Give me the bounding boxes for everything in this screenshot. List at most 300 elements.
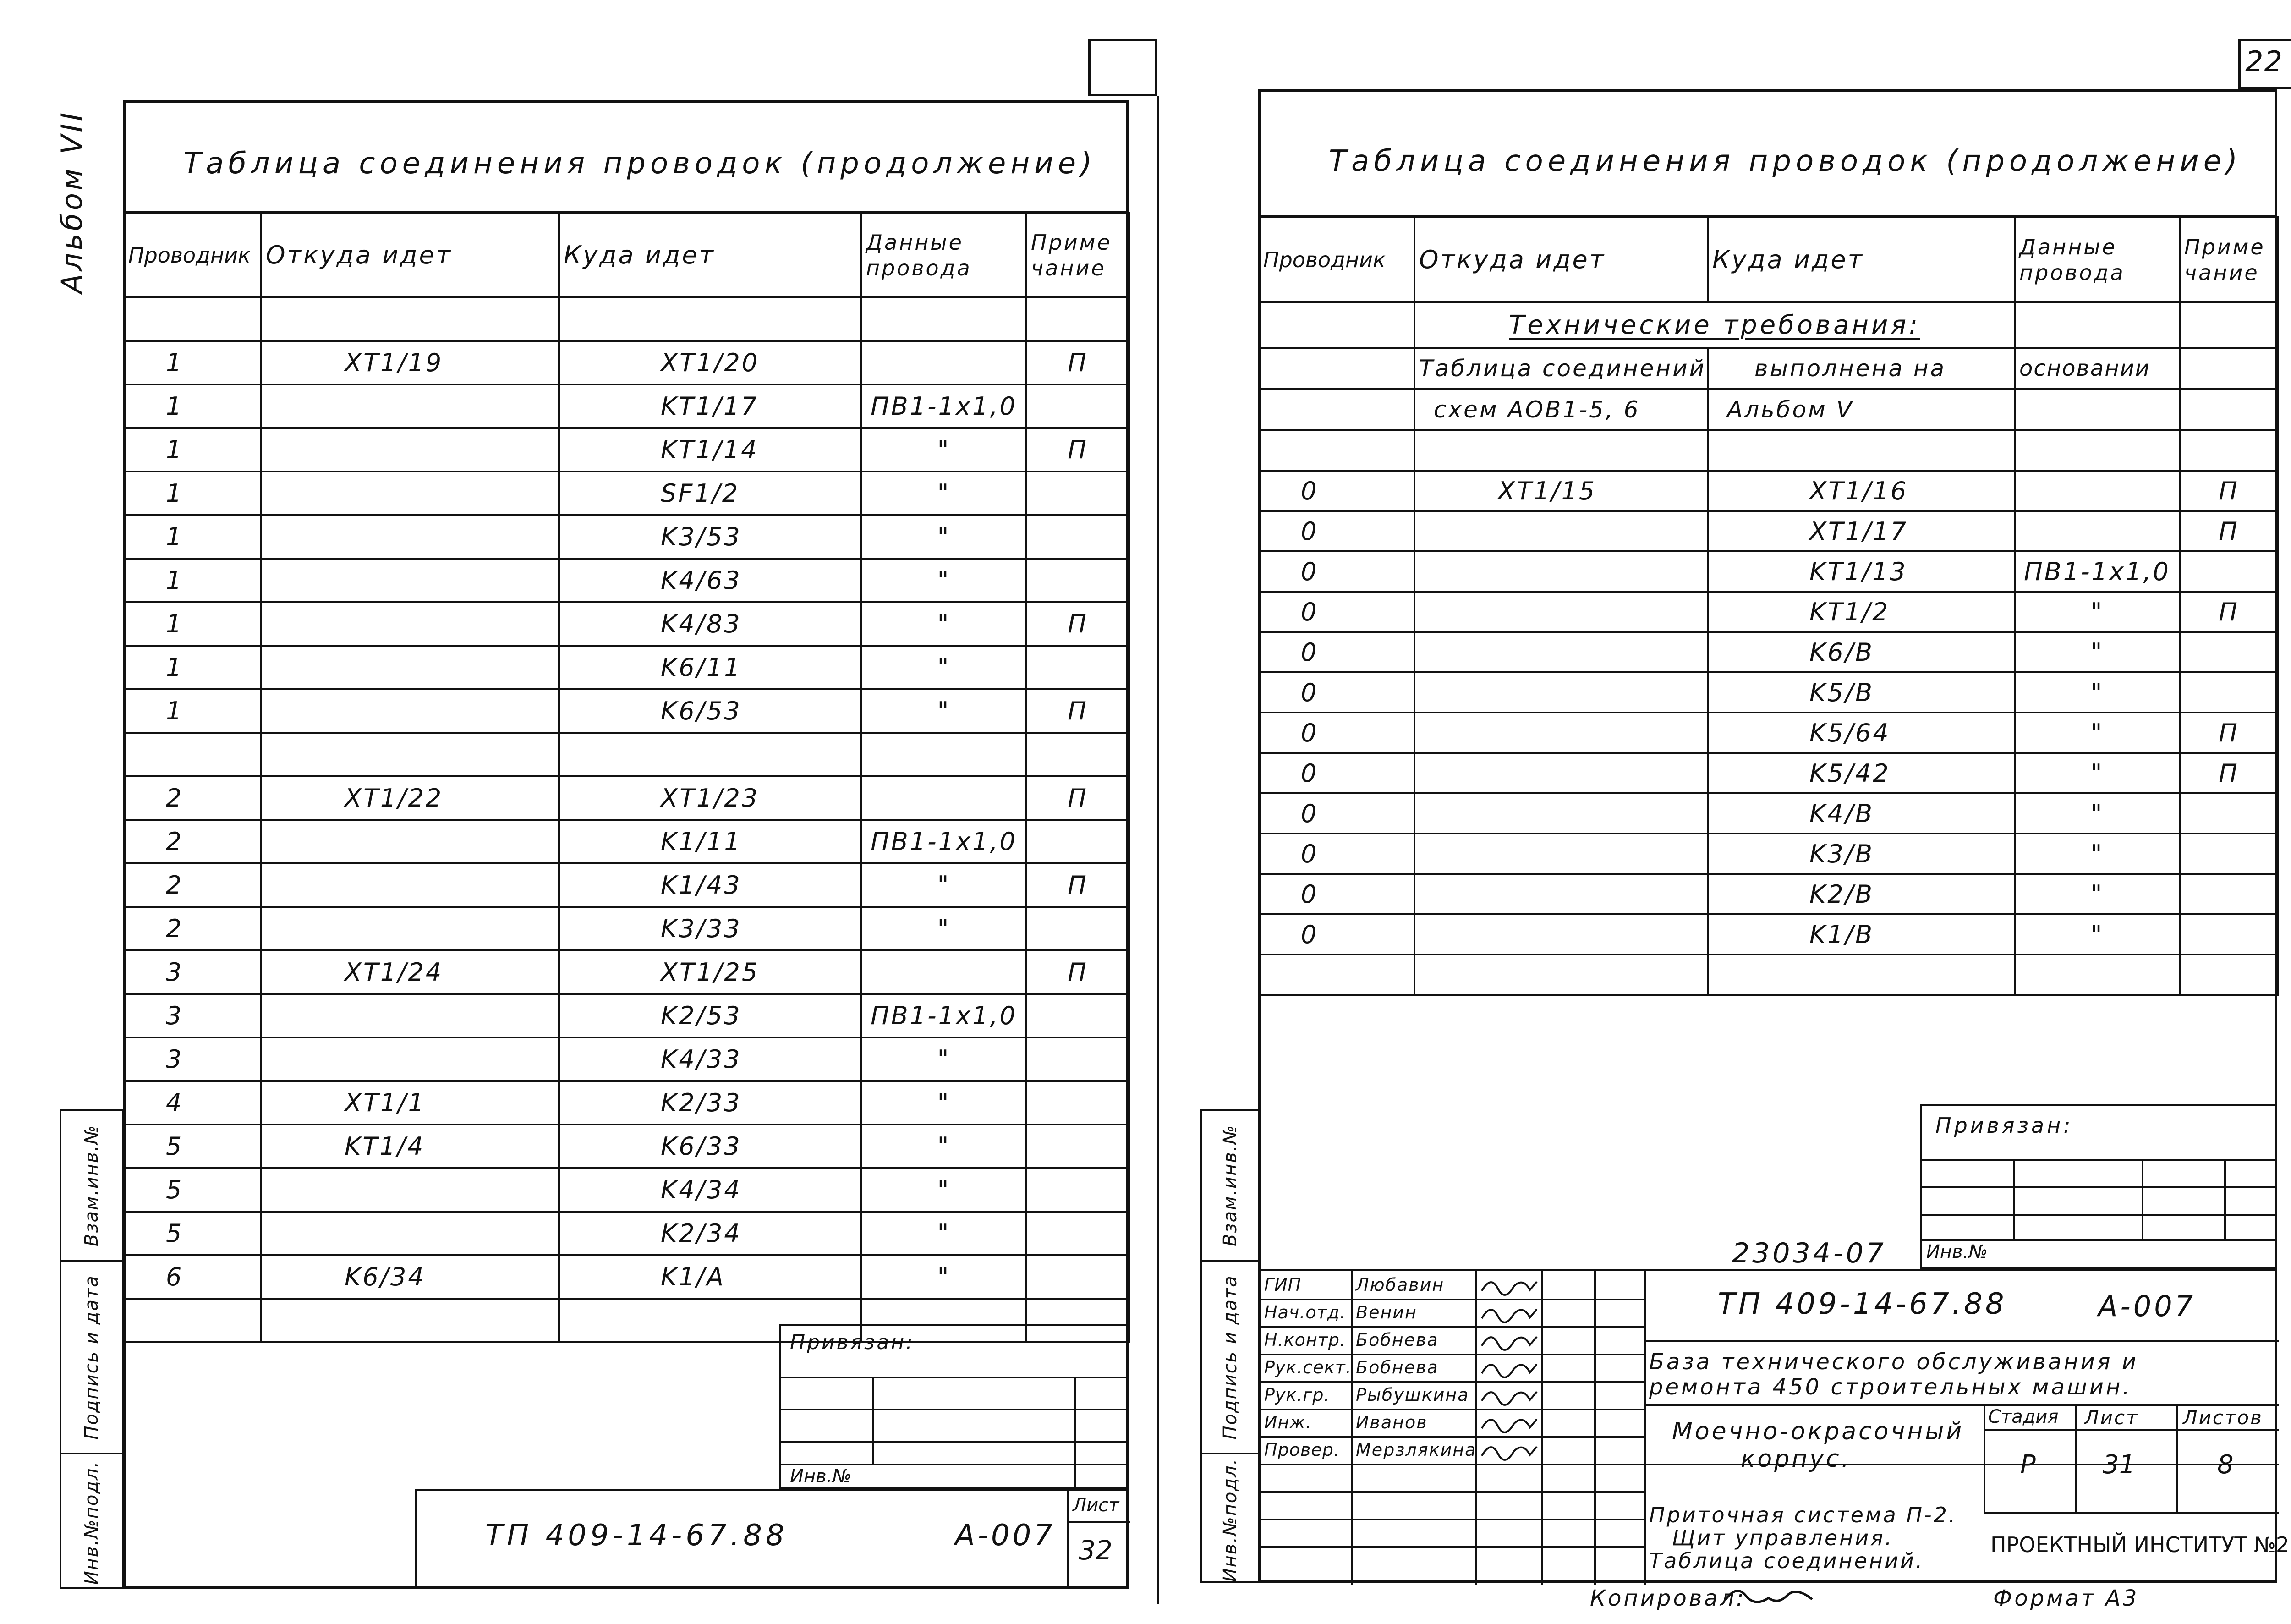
table-cell: 1 <box>124 428 261 472</box>
table-cell: " <box>861 1255 1026 1299</box>
sheet-label: Лист <box>2084 1406 2139 1429</box>
table-cell: K1/B <box>1708 914 2015 955</box>
table-cell: 1 <box>124 384 261 428</box>
right-header-conductor: Проводник <box>1259 217 1414 302</box>
role-label: Рук.сект. <box>1264 1357 1352 1377</box>
table-row <box>1259 955 2278 995</box>
table-row <box>124 1168 1129 1212</box>
table-row <box>1259 471 2278 511</box>
table-cell <box>861 733 1026 776</box>
table-cell: XT1/22 <box>261 776 559 820</box>
table-cell: " <box>2015 834 2180 874</box>
table-cell: ПВ1-1x1,0 <box>861 820 1026 863</box>
table-cell: " <box>861 1081 1026 1125</box>
signature-icon <box>1480 1328 1539 1353</box>
table-cell: П <box>1026 950 1129 994</box>
signature-icon <box>1480 1437 1539 1463</box>
table-cell: XT1/17 <box>1708 511 2015 551</box>
table-cell: 0 <box>1259 874 1414 914</box>
right-side-cell-replace <box>1202 1111 1258 1262</box>
building-line2: корпус. <box>1741 1445 1852 1473</box>
table-cell: K1/43 <box>559 863 861 907</box>
left-header-conductor: Проводник <box>124 213 261 297</box>
table-cell <box>124 1299 261 1342</box>
table-cell <box>559 297 861 341</box>
table-cell <box>1414 874 1708 914</box>
table-cell <box>559 733 861 776</box>
table-cell: KT1/17 <box>559 384 861 428</box>
table-cell: 1 <box>124 689 261 733</box>
table-cell <box>2180 834 2278 874</box>
table-cell <box>1026 384 1129 428</box>
table-cell <box>1414 592 1708 632</box>
table-cell: 1 <box>124 515 261 559</box>
table-cell <box>261 863 559 907</box>
institute-name: ПРОЕКТНЫЙ ИНСТИТУТ №2 <box>1990 1532 2290 1557</box>
table-cell: " <box>861 1212 1026 1255</box>
table-row <box>1259 713 2278 753</box>
table-row <box>124 341 1129 384</box>
table-cell <box>261 907 559 950</box>
table-cell: " <box>861 428 1026 472</box>
table-cell: 0 <box>1259 632 1414 672</box>
table-cell: SF1/2 <box>559 472 861 515</box>
left-inv-label: Инв.№ <box>790 1466 851 1487</box>
table-row <box>124 1212 1129 1255</box>
table-cell: XT1/23 <box>559 776 861 820</box>
right-side-cell-inv <box>1202 1454 1258 1585</box>
table-cell <box>1414 632 1708 672</box>
table-cell: " <box>861 907 1026 950</box>
tech-text-line2-a: схем АОВ1-5, 6 <box>1414 389 1708 430</box>
role-label: ГИП <box>1264 1275 1302 1295</box>
left-side-label-sign: Подпись и дата <box>81 1275 102 1440</box>
table-cell <box>1414 793 1708 834</box>
table-cell <box>2180 955 2278 995</box>
table-cell: K2/53 <box>559 994 861 1037</box>
table-row <box>124 428 1129 472</box>
table-row <box>124 1037 1129 1081</box>
table-cell <box>1026 1125 1129 1168</box>
table-cell: " <box>861 515 1026 559</box>
table-cell: " <box>861 863 1026 907</box>
left-sheet-label: Лист <box>1073 1495 1119 1516</box>
role-name: Любавин <box>1356 1275 1445 1295</box>
fold-line <box>1157 96 1159 1604</box>
table-row <box>124 863 1129 907</box>
table-cell: 0 <box>1259 592 1414 632</box>
right-header-wire-data: Данные провода <box>2015 217 2180 302</box>
left-side-label-replace: Взам.инв.№ <box>81 1124 102 1247</box>
table-cell <box>1259 430 1414 471</box>
table-cell: П <box>1026 776 1129 820</box>
table-cell <box>261 602 559 646</box>
table-cell: П <box>2180 592 2278 632</box>
table-row <box>1259 914 2278 955</box>
table-cell: " <box>861 689 1026 733</box>
table-cell: " <box>2015 672 2180 713</box>
right-side-label-sign: Подпись и дата <box>1220 1275 1241 1440</box>
table-cell: П <box>1026 689 1129 733</box>
table-cell <box>1414 672 1708 713</box>
table-cell <box>261 559 559 602</box>
table-row <box>124 689 1129 733</box>
table-cell <box>2180 914 2278 955</box>
sheets-value: 8 <box>2217 1450 2234 1480</box>
signature-icon <box>1480 1355 1539 1380</box>
table-cell: XT1/15 <box>1414 471 1708 511</box>
table-cell: 5 <box>124 1125 261 1168</box>
table-cell <box>1026 1255 1129 1299</box>
signature-icon <box>1480 1410 1539 1435</box>
table-cell <box>261 472 559 515</box>
table-cell: 0 <box>1259 471 1414 511</box>
table-row <box>1259 632 2278 672</box>
table-cell: " <box>861 472 1026 515</box>
table-cell: " <box>861 1125 1026 1168</box>
table-cell <box>2180 874 2278 914</box>
table-cell: ПВ1-1x1,0 <box>2015 551 2180 592</box>
left-album-label: Альбом VII <box>55 110 88 293</box>
table-cell <box>261 1037 559 1081</box>
tech-requirements-heading: Технические требования: <box>1509 310 1920 340</box>
table-row <box>124 820 1129 863</box>
table-cell: " <box>2015 914 2180 955</box>
table-cell: 3 <box>124 1037 261 1081</box>
drawing-line3: Таблица соединений. <box>1649 1548 1924 1573</box>
left-header-to: Куда идет <box>559 213 861 297</box>
left-stamp-code: ТП 409-14-67.88 <box>485 1519 788 1553</box>
table-cell <box>1414 551 1708 592</box>
right-header-to: Куда идет <box>1708 217 2015 302</box>
drawing-line1: Приточная система П-2. <box>1649 1503 1957 1527</box>
table-row <box>1259 793 2278 834</box>
right-connection-table <box>1258 216 2279 996</box>
table-cell: K4/33 <box>559 1037 861 1081</box>
table-cell: XT1/25 <box>559 950 861 994</box>
left-stamp-suffix: А-007 <box>955 1519 1056 1553</box>
table-cell: 2 <box>124 863 261 907</box>
table-row <box>124 297 1129 341</box>
table-row <box>1259 672 2278 713</box>
stage-label: Стадия <box>1988 1406 2059 1427</box>
table-cell <box>261 1168 559 1212</box>
right-title-block <box>1258 1269 2290 1583</box>
table-cell: 1 <box>124 472 261 515</box>
table-cell: K2/B <box>1708 874 2015 914</box>
table-cell: 0 <box>1259 753 1414 793</box>
table-cell: " <box>2015 632 2180 672</box>
table-cell <box>261 994 559 1037</box>
table-cell <box>861 297 1026 341</box>
table-cell: XT1/19 <box>261 341 559 384</box>
table-cell: K5/B <box>1708 672 2015 713</box>
format-label: Формат А3 <box>1993 1586 2139 1611</box>
right-side-label-inv: Инв.№подл. <box>1220 1458 1241 1582</box>
table-cell: KT1/4 <box>261 1125 559 1168</box>
table-cell: K6/33 <box>559 1125 861 1168</box>
table-cell <box>1414 914 1708 955</box>
table-cell: П <box>1026 428 1129 472</box>
table-cell <box>1026 733 1129 776</box>
table-cell <box>261 428 559 472</box>
table-cell: 0 <box>1259 914 1414 955</box>
drawing-line2: Щит управления. <box>1672 1525 1894 1550</box>
table-cell: K4/34 <box>559 1168 861 1212</box>
table-cell <box>1026 1037 1129 1081</box>
stage-value: Р <box>2020 1450 2036 1480</box>
table-cell: 0 <box>1259 834 1414 874</box>
role-name: Рыбушкина <box>1356 1385 1469 1405</box>
table-cell <box>2180 551 2278 592</box>
table-cell: ПВ1-1x1,0 <box>861 994 1026 1037</box>
right-stamp-code: ТП 409-14-67.88 <box>1718 1287 2007 1321</box>
left-connection-table <box>123 212 1130 1343</box>
tech-text-line1-b: выполнена на <box>1708 348 2015 389</box>
table-row <box>124 515 1129 559</box>
right-stamp-suffix: А-007 <box>2098 1289 2196 1323</box>
table-cell <box>861 341 1026 384</box>
table-cell <box>261 297 559 341</box>
table-cell: K2/33 <box>559 1081 861 1125</box>
project-line1: База технического обслуживания и <box>1649 1349 2138 1375</box>
table-cell <box>2015 955 2180 995</box>
table-row <box>124 733 1129 776</box>
table-cell <box>261 733 559 776</box>
table-cell: XT1/16 <box>1708 471 2015 511</box>
table-cell <box>1026 472 1129 515</box>
table-cell: П <box>2180 471 2278 511</box>
table-cell <box>1414 955 1708 995</box>
left-side-cell-inv <box>61 1454 122 1591</box>
table-row <box>1259 753 2278 793</box>
table-cell <box>124 297 261 341</box>
table-cell: " <box>861 559 1026 602</box>
right-header-note: Приме чание <box>2180 217 2278 302</box>
table-cell: П <box>2180 753 2278 793</box>
copied-signature <box>1723 1582 1814 1620</box>
table-cell <box>2015 430 2180 471</box>
table-cell: K6/B <box>1708 632 2015 672</box>
table-cell <box>124 733 261 776</box>
table-cell: П <box>1026 602 1129 646</box>
table-cell: 3 <box>124 950 261 994</box>
table-cell: " <box>861 1168 1026 1212</box>
role-label: Нач.отд. <box>1264 1302 1346 1322</box>
page-number-tab <box>2238 39 2291 89</box>
table-cell <box>261 384 559 428</box>
table-cell: П <box>1026 341 1129 384</box>
table-row <box>1259 874 2278 914</box>
right-header-from: Откуда идет <box>1414 217 1708 302</box>
table-cell: " <box>2015 793 2180 834</box>
table-cell: 2 <box>124 820 261 863</box>
sheets-label: Листов <box>2183 1406 2263 1429</box>
table-cell <box>1414 713 1708 753</box>
table-row <box>1259 834 2278 874</box>
table-cell: 2 <box>124 776 261 820</box>
table-cell: K3/53 <box>559 515 861 559</box>
building-line1: Моечно-окрасочный <box>1672 1418 1964 1445</box>
role-label: Инж. <box>1264 1412 1312 1432</box>
table-cell <box>1026 1212 1129 1255</box>
left-top-tab <box>1088 39 1157 96</box>
table-cell: K4/83 <box>559 602 861 646</box>
table-row <box>124 950 1129 994</box>
signature-icon <box>1480 1383 1539 1408</box>
table-cell <box>2015 511 2180 551</box>
table-cell: XT1/24 <box>261 950 559 994</box>
table-row <box>124 1255 1129 1299</box>
copied-label: Копировал: <box>1590 1586 1746 1611</box>
table-cell <box>2180 430 2278 471</box>
tech-text-line2-b: Альбом V <box>1708 389 2015 430</box>
table-cell: 0 <box>1259 511 1414 551</box>
table-cell: 0 <box>1259 672 1414 713</box>
sheet-value: 31 <box>2103 1450 2136 1480</box>
right-side-cell-sign <box>1202 1262 1258 1454</box>
table-row <box>1259 551 2278 592</box>
table-cell <box>1026 297 1129 341</box>
left-header-note: Приме чание <box>1026 213 1129 297</box>
table-cell: XT1/1 <box>261 1081 559 1125</box>
table-cell <box>1026 646 1129 689</box>
role-name: Мерзлякина <box>1356 1440 1477 1460</box>
table-cell: П <box>2180 713 2278 753</box>
left-header-wire-data: Данные провода <box>861 213 1026 297</box>
signature-icon <box>1480 1300 1539 1325</box>
table-row <box>124 1125 1129 1168</box>
table-cell: " <box>861 1037 1026 1081</box>
table-row <box>124 646 1129 689</box>
table-cell: 4 <box>124 1081 261 1125</box>
table-cell <box>1414 834 1708 874</box>
table-cell <box>2015 471 2180 511</box>
table-cell <box>2180 632 2278 672</box>
table-cell: " <box>861 602 1026 646</box>
table-cell <box>261 1299 559 1342</box>
table-cell <box>1708 955 2015 995</box>
table-cell: 1 <box>124 646 261 689</box>
right-inv-label: Инв.№ <box>1926 1241 1988 1262</box>
table-cell: K1/11 <box>559 820 861 863</box>
table-cell <box>261 689 559 733</box>
table-cell: П <box>1026 863 1129 907</box>
table-cell: 2 <box>124 907 261 950</box>
table-cell: ПВ1-1x1,0 <box>861 384 1026 428</box>
right-binding-label: Привязан: <box>1935 1113 2073 1138</box>
table-cell <box>1026 820 1129 863</box>
page-number: 22 <box>2245 45 2283 78</box>
table-cell: 6 <box>124 1255 261 1299</box>
table-row <box>124 602 1129 646</box>
role-label: Рук.гр. <box>1264 1385 1330 1405</box>
table-cell: K6/11 <box>559 646 861 689</box>
left-side-strip <box>60 1109 124 1589</box>
table-cell: K5/64 <box>1708 713 2015 753</box>
left-binding-label: Привязан: <box>790 1331 915 1354</box>
table-cell: 3 <box>124 994 261 1037</box>
table-row <box>1259 511 2278 551</box>
table-cell: K1/A <box>559 1255 861 1299</box>
table-cell <box>261 646 559 689</box>
table-cell <box>261 820 559 863</box>
role-name: Иванов <box>1356 1412 1428 1432</box>
role-label: Провер. <box>1264 1440 1340 1460</box>
table-cell <box>261 1212 559 1255</box>
tech-text-line1-a: Таблица соединений <box>1414 348 1708 389</box>
table-row <box>124 472 1129 515</box>
table-cell: K6/53 <box>559 689 861 733</box>
left-side-cell-replace <box>61 1111 122 1262</box>
table-cell <box>1026 907 1129 950</box>
table-cell: " <box>2015 713 2180 753</box>
table-cell: 1 <box>124 341 261 384</box>
table-cell: K4/63 <box>559 559 861 602</box>
table-cell: 0 <box>1259 713 1414 753</box>
left-sheet-number: 32 <box>1079 1535 1113 1566</box>
table-cell <box>1414 511 1708 551</box>
table-cell: " <box>2015 874 2180 914</box>
table-cell: 5 <box>124 1212 261 1255</box>
right-doc-number: 23034-07 <box>1732 1237 1886 1269</box>
left-table-title: Таблица соединения проводок (продолжение) <box>183 147 1097 181</box>
table-cell <box>2180 672 2278 713</box>
table-cell: 0 <box>1259 793 1414 834</box>
table-row <box>1259 430 2278 471</box>
table-cell: KT1/14 <box>559 428 861 472</box>
right-binding-block <box>1920 1104 2277 1269</box>
table-cell: 1 <box>124 602 261 646</box>
table-cell: K5/42 <box>1708 753 2015 793</box>
table-cell <box>1026 994 1129 1037</box>
left-stamp <box>415 1489 1129 1589</box>
table-cell: K3/33 <box>559 907 861 950</box>
role-name: Венин <box>1356 1302 1417 1322</box>
table-cell: П <box>2180 511 2278 551</box>
right-side-label-replace: Взам.инв.№ <box>1220 1124 1241 1247</box>
table-row <box>124 994 1129 1037</box>
table-row <box>124 384 1129 428</box>
table-cell <box>1026 1168 1129 1212</box>
table-cell <box>1026 1081 1129 1125</box>
table-cell <box>1259 955 1414 995</box>
table-cell: KT1/2 <box>1708 592 2015 632</box>
table-cell: KT1/13 <box>1708 551 2015 592</box>
table-row <box>124 1081 1129 1125</box>
role-name: Бобнева <box>1356 1357 1439 1377</box>
table-cell <box>2180 793 2278 834</box>
table-cell <box>1414 753 1708 793</box>
table-cell <box>1708 430 2015 471</box>
tech-text-line1-c: основании <box>2015 348 2180 389</box>
left-side-label-inv: Инв.№подл. <box>81 1460 102 1585</box>
left-binding-block <box>779 1324 1129 1489</box>
table-row <box>124 907 1129 950</box>
table-cell: 1 <box>124 559 261 602</box>
signature-icon <box>1480 1273 1539 1298</box>
table-cell: XT1/20 <box>559 341 861 384</box>
table-row <box>1259 592 2278 632</box>
table-cell <box>861 950 1026 994</box>
table-cell: " <box>2015 753 2180 793</box>
table-cell <box>1026 559 1129 602</box>
table-row <box>124 559 1129 602</box>
table-cell: K6/34 <box>261 1255 559 1299</box>
table-cell: " <box>861 646 1026 689</box>
left-header-from: Откуда идет <box>261 213 559 297</box>
role-name: Бобнева <box>1356 1330 1439 1350</box>
